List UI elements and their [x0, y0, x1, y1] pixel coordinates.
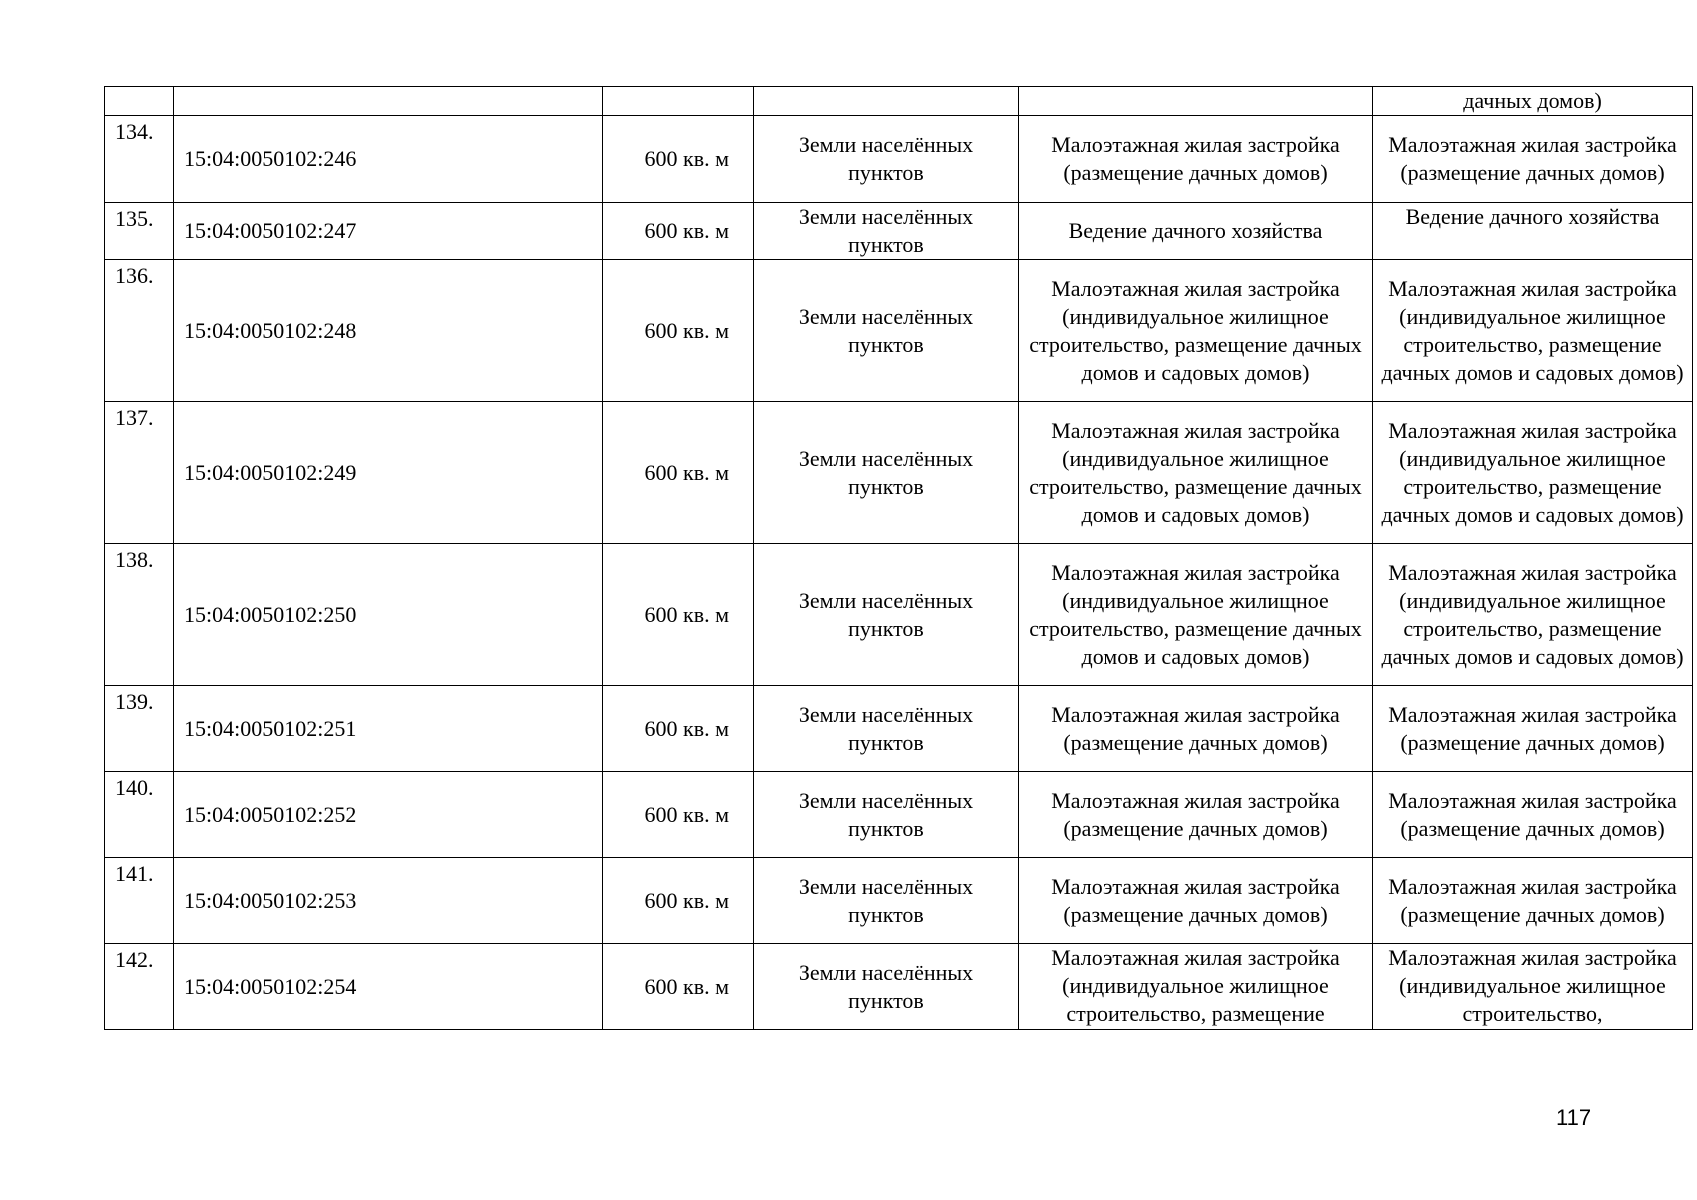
cadastral-number: 15:04:0050102:249 — [174, 402, 603, 544]
continuation-text: дачных домов) — [1373, 87, 1693, 116]
permitted-use: Малоэтажная жилая застройка (размещение дачных домов) — [1019, 116, 1373, 203]
cadastral-number: 15:04:0050102:248 — [174, 260, 603, 402]
table-row — [105, 203, 1693, 260]
cell-empty — [754, 87, 1019, 116]
row-number: 136. — [105, 260, 174, 402]
table-row — [105, 402, 1693, 544]
land-plots-table — [104, 86, 1693, 1030]
permitted-use: Малоэтажная жилая застройка (индивидуальное жилищное строительство, размещение дачных домов и садовых домов) — [1019, 544, 1373, 686]
table-row — [105, 260, 1693, 402]
permitted-use-classifier: Малоэтажная жилая застройка (индивидуальное жилищное строительство, размещение дачных домов и садовых домов) — [1373, 260, 1693, 402]
land-category: Земли населённых пунктов — [754, 203, 1019, 260]
cadastral-number: 15:04:0050102:253 — [174, 858, 603, 944]
cadastral-number: 15:04:0050102:247 — [174, 203, 603, 260]
plot-area: 600 кв. м — [603, 402, 754, 544]
cell-empty — [1019, 87, 1373, 116]
permitted-use: Малоэтажная жилая застройка (индивидуальное жилищное строительство, размещение — [1019, 944, 1373, 1030]
permitted-use-classifier: Малоэтажная жилая застройка (индивидуальное жилищное строительство, размещение дачных домов и садовых домов) — [1373, 402, 1693, 544]
permitted-use-classifier: Малоэтажная жилая застройка (индивидуальное жилищное строительство, размещение дачных домов и садовых домов) — [1373, 544, 1693, 686]
land-category: Земли населённых пунктов — [754, 772, 1019, 858]
row-number: 137. — [105, 402, 174, 544]
continuation-row — [105, 87, 1693, 116]
permitted-use-classifier: Малоэтажная жилая застройка (размещение дачных домов) — [1373, 686, 1693, 772]
cadastral-number: 15:04:0050102:254 — [174, 944, 603, 1030]
page-number: 117 — [1556, 1105, 1592, 1130]
permitted-use-classifier: Ведение дачного хозяйства — [1373, 203, 1693, 260]
land-category: Земли населённых пунктов — [754, 686, 1019, 772]
cadastral-number: 15:04:0050102:252 — [174, 772, 603, 858]
permitted-use-classifier: Малоэтажная жилая застройка (размещение дачных домов) — [1373, 858, 1693, 944]
plot-area: 600 кв. м — [603, 116, 754, 203]
table-row — [105, 858, 1693, 944]
plot-area: 600 кв. м — [603, 203, 754, 260]
plot-area: 600 кв. м — [603, 944, 754, 1030]
land-category: Земли населённых пунктов — [754, 116, 1019, 203]
table-row — [105, 772, 1693, 858]
cadastral-number: 15:04:0050102:246 — [174, 116, 603, 203]
permitted-use: Малоэтажная жилая застройка (индивидуальное жилищное строительство, размещение дачных домов и садовых домов) — [1019, 402, 1373, 544]
land-category: Земли населённых пунктов — [754, 544, 1019, 686]
row-number: 140. — [105, 772, 174, 858]
row-number: 138. — [105, 544, 174, 686]
row-number: 134. — [105, 116, 174, 203]
table-row — [105, 116, 1693, 203]
cell-empty — [603, 87, 754, 116]
permitted-use: Малоэтажная жилая застройка (размещение дачных домов) — [1019, 858, 1373, 944]
permitted-use: Малоэтажная жилая застройка (размещение дачных домов) — [1019, 772, 1373, 858]
permitted-use: Малоэтажная жилая застройка (размещение дачных домов) — [1019, 686, 1373, 772]
cadastral-number: 15:04:0050102:251 — [174, 686, 603, 772]
cell-empty — [105, 87, 174, 116]
permitted-use: Ведение дачного хозяйства — [1019, 203, 1373, 260]
plot-area: 600 кв. м — [603, 858, 754, 944]
land-category: Земли населённых пунктов — [754, 944, 1019, 1030]
row-number: 142. — [105, 944, 174, 1030]
cell-empty — [174, 87, 603, 116]
permitted-use: Малоэтажная жилая застройка (индивидуальное жилищное строительство, размещение дачных домов и садовых домов) — [1019, 260, 1373, 402]
plot-area: 600 кв. м — [603, 772, 754, 858]
permitted-use-classifier: Малоэтажная жилая застройка (размещение дачных домов) — [1373, 116, 1693, 203]
land-category: Земли населённых пунктов — [754, 858, 1019, 944]
plot-area: 600 кв. м — [603, 260, 754, 402]
permitted-use-classifier: Малоэтажная жилая застройка (индивидуальное жилищное строительство, — [1373, 944, 1693, 1030]
plot-area: 600 кв. м — [603, 544, 754, 686]
plot-area: 600 кв. м — [603, 686, 754, 772]
table-row — [105, 944, 1693, 1030]
row-number: 141. — [105, 858, 174, 944]
table-row — [105, 544, 1693, 686]
row-number: 135. — [105, 203, 174, 260]
table-row — [105, 686, 1693, 772]
land-category: Земли населённых пунктов — [754, 260, 1019, 402]
row-number: 139. — [105, 686, 174, 772]
land-category: Земли населённых пунктов — [754, 402, 1019, 544]
permitted-use-classifier: Малоэтажная жилая застройка (размещение дачных домов) — [1373, 772, 1693, 858]
cadastral-number: 15:04:0050102:250 — [174, 544, 603, 686]
